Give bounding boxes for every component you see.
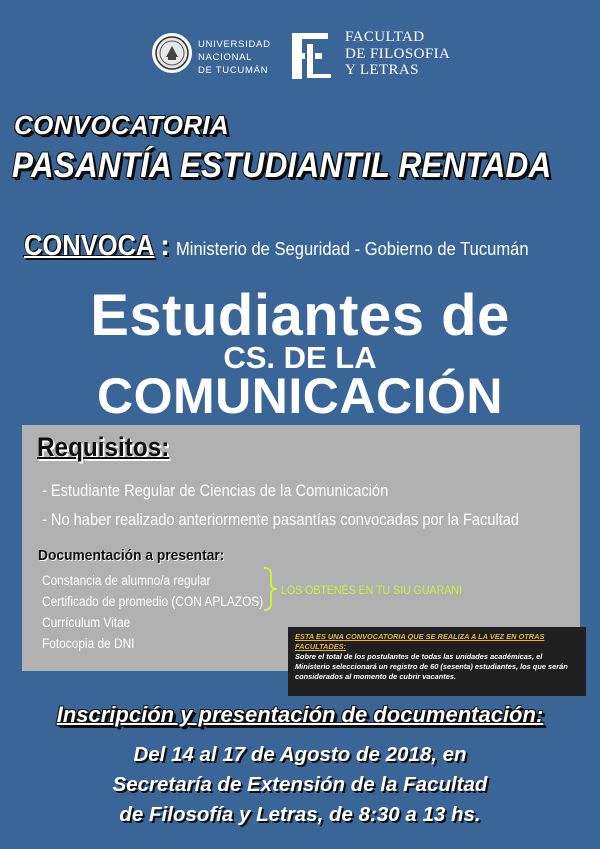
- target-line-2: CS. DE LA: [223, 340, 377, 375]
- documentation-heading: Documentación a presentar:: [38, 547, 225, 564]
- requirement-item: - No haber realizado anteriormente pasantías convocadas por la Facultad: [42, 510, 520, 529]
- brace-icon: [261, 566, 279, 617]
- requisitos-heading: Requisitos:: [37, 432, 170, 462]
- inscripcion-line: Del 14 al 17 de Agosto de 2018, en: [133, 743, 467, 766]
- university-line: UNIVERSIDAD: [198, 39, 271, 50]
- convoca-text: Ministerio de Seguridad - Gobierno de Tucumán: [175, 239, 529, 259]
- note-body: Sobre el total de los postulantes de todas las unidades académicas, el Ministerio seleccionará un registro de 60 (sesenta) estudiantes, los que serán considerados al momento de cubrir vacantes.: [295, 652, 568, 681]
- inscripcion-heading: Inscripción y presentación de documentación:: [56, 702, 544, 727]
- inscripcion-line: Secretaría de Extensión de la Facultad: [112, 773, 488, 796]
- university-name: [198, 38, 271, 77]
- requirement-item: - Estudiante Regular de Ciencias de la Comunicación: [42, 481, 389, 500]
- convoca-colon: :: [160, 230, 170, 262]
- convoca-line: [24, 230, 559, 263]
- document-item: Certificado de promedio (CON APLAZOS): [42, 594, 264, 609]
- title-pasantia: PASANTÍA ESTUDIANTIL RENTADA: [12, 146, 552, 185]
- title-convocatoria: CONVOCATORIA: [14, 110, 229, 140]
- faculty-name: [345, 29, 450, 79]
- document-item: Currículum Vitae: [42, 615, 131, 630]
- faculty-line: DE FILOSOFIA: [345, 45, 451, 62]
- note-box: [288, 627, 586, 696]
- inscripcion-line: de Filosofía y Letras, de 8:30 a 13 hs.: [119, 803, 481, 826]
- faculty-line: FACULTAD: [345, 29, 425, 45]
- university-line: NACIONAL: [198, 52, 253, 63]
- unt-seal-icon: [152, 33, 192, 73]
- target-line-3: COMUNICACIÓN: [97, 368, 503, 424]
- document-item: Constancia de alumno/a regular: [42, 573, 211, 588]
- faculty-line: Y LETRAS: [345, 62, 419, 78]
- ffl-logo-icon: [288, 29, 334, 83]
- university-line: DE TUCUMÁN: [198, 65, 269, 76]
- target-line-1: Estudiantes de: [90, 283, 510, 348]
- document-item: Fotocopia de DNI: [42, 636, 135, 651]
- convoca-label: CONVOCA: [24, 230, 155, 262]
- note-title: ESTA ES UNA CONVOCATORIA QUE SE REALIZA A LA VEZ EN OTRAS FACULTADES:: [295, 632, 545, 651]
- siu-guarani-note: LOS OBTENÉS EN TU SIU GUARANI: [281, 585, 462, 597]
